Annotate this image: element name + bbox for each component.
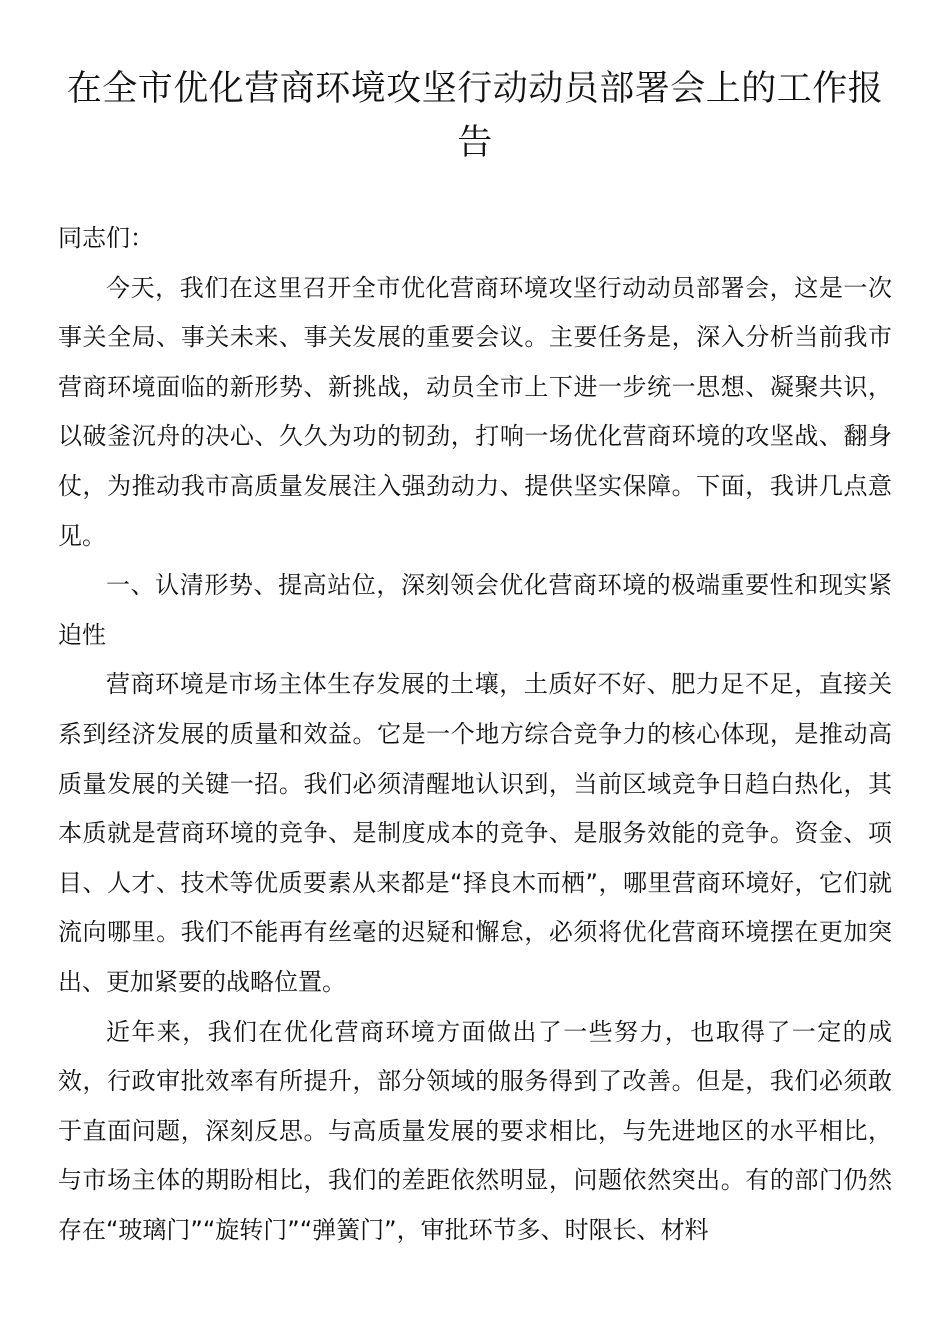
section-heading-1: 一、认清形势、提高站位，深刻领会优化营商环境的极端重要性和现实紧迫性 xyxy=(58,571,892,649)
salutation: 同志们： xyxy=(58,224,154,252)
document-body xyxy=(58,214,892,1255)
paragraph-recent-years: 近年来，我们在优化营商环境方面做出了一些努力，也取得了一定的成效，行政审批效率有所提升，部分领域的服务得到了改善。但是，我们必须敢于直面问题，深刻反思。与高质量发展的要求相比，与先进地区的水平相比，与市场主体的期盼相比，我们的差距依然明显，问题依然突出。有的部门仍然存在“玻璃门”“旋转门”“弹簧门”，审批环节多、时限长、材料 xyxy=(58,1017,892,1244)
paragraph-business-environment: 营商环境是市场主体生存发展的土壤，土质好不好、肥力足不足，直接关系到经济发展的质量和效益。它是一个地方综合竞争力的核心体现，是推动高质量发展的关键一招。我们必须清醒地认识到，当前区域竞争日趋白热化，其本质就是营商环境的竞争、是制度成本的竞争、是服务效能的竞争。资金、项目、人才、技术等优质要素从来都是“择良木而栖”，哪里营商环境好，它们就流向哪里。我们不能再有丝毫的迟疑和懈怠，必须将优化营商环境摆在更加突出、更加紧要的战略位置。 xyxy=(58,670,892,996)
paragraph-opening: 今天，我们在这里召开全市优化营商环境攻坚行动动员部署会，这是一次事关全局、事关未来、事关发展的重要会议。主要任务是，深入分析当前我市营商环境面临的新形势、新挑战，动员全市上下进一步统一思想、凝聚共识，以破釜沉舟的决心、久久为功的韧劲，打响一场优化营商环境的攻坚战、翻身仗，为推动我市高质量发展注入强劲动力、提供坚实保障。下面，我讲几点意见。 xyxy=(58,273,892,550)
document-title: 在全市优化营商环境攻坚行动动员部署会上的工作报告 xyxy=(66,69,884,163)
